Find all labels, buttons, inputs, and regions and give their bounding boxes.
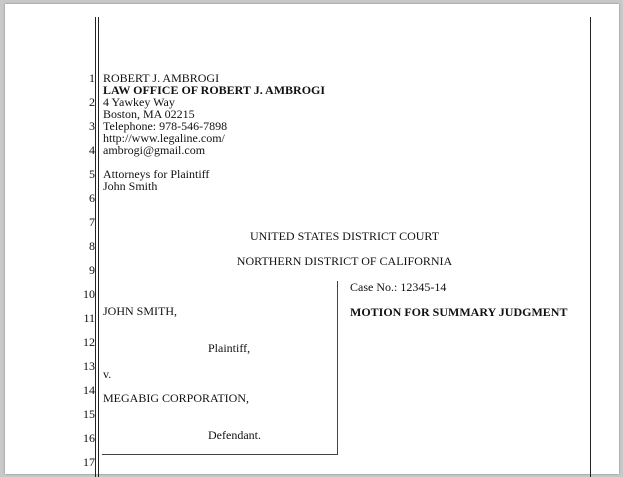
- attorney-name: ROBERT J. AMBROGI: [103, 71, 220, 85]
- website: http://www.legaline.com/: [103, 131, 225, 145]
- line-number: 4: [89, 143, 95, 157]
- line-number: 6: [89, 191, 95, 205]
- line-number: 7: [89, 215, 95, 229]
- line-number: 1: [89, 71, 95, 85]
- line-number: 2: [89, 95, 95, 109]
- line-number: 14: [83, 383, 95, 397]
- case-number: Case No.: 12345-14: [350, 280, 447, 294]
- left-margin-rule-outer: [95, 17, 96, 477]
- plaintiff-name: JOHN SMITH,: [103, 304, 178, 318]
- line-number: 5: [89, 167, 95, 181]
- court-district: NORTHERN DISTRICT OF CALIFORNIA: [236, 254, 453, 268]
- line-number: 10: [83, 287, 95, 301]
- line-number: 13: [83, 359, 95, 373]
- defendant-label: Defendant.: [208, 428, 261, 442]
- line-number: 17: [83, 455, 95, 469]
- court-name: UNITED STATES DISTRICT COURT: [249, 229, 440, 243]
- left-margin-rule-inner: [98, 17, 99, 477]
- attorney-role: Attorneys for Plaintiff: [103, 167, 210, 181]
- line-number: 3: [89, 119, 95, 133]
- email: ambrogi@gmail.com: [103, 143, 206, 157]
- plaintiff-label: Plaintiff,: [208, 341, 251, 355]
- motion-title: MOTION FOR SUMMARY JUDGMENT: [350, 305, 568, 319]
- line-number: 16: [83, 431, 95, 445]
- city-state-zip: Boston, MA 02215: [103, 107, 195, 121]
- line-number: 8: [89, 239, 95, 253]
- telephone: Telephone: 978-546-7898: [103, 119, 228, 133]
- line-number: 9: [89, 263, 95, 277]
- line-number: 15: [83, 407, 95, 421]
- line-number: 11: [83, 311, 95, 325]
- versus: v.: [103, 367, 112, 381]
- client-name: John Smith: [103, 179, 158, 193]
- defendant-name: MEGABIG CORPORATION,: [103, 391, 250, 405]
- law-firm-name: LAW OFFICE OF ROBERT J. AMBROGI: [103, 83, 326, 97]
- right-margin-rule: [590, 17, 591, 477]
- line-number: 12: [83, 335, 95, 349]
- document-page: [5, 4, 619, 474]
- street-address: 4 Yawkey Way: [103, 95, 175, 109]
